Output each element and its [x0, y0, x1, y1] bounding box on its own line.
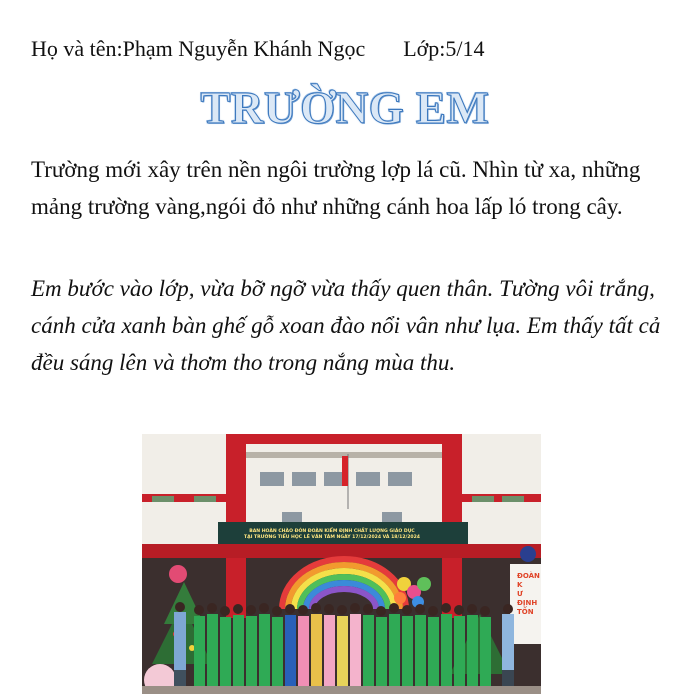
- photo-sign-line: TỐN: [517, 608, 534, 616]
- student-name: Họ và tên:Phạm Nguyễn Khánh Ngọc: [31, 36, 366, 61]
- paragraph-second: Em bước vào lớp, vừa bỡ ngỡ vừa thấy quen thân. Tường vôi trắng, cánh cửa xanh bàn ghế gỗ xoan đào nổi vân như lụa. Em thấy tất cả đều sáng lên và thơm tho trong nắng mùa thu.: [31, 276, 661, 375]
- photo-banner-line: TẠI TRƯỜNG TIỂU HỌC LÊ VĂN TÁM NGÀY 17/12/2024 VÀ 18/12/2024: [244, 535, 420, 540]
- essay-title: TRƯỜNG EM: [200, 83, 490, 133]
- photo-sign-line: Ư ĐỊNH: [517, 590, 538, 607]
- student-info-line: [31, 36, 485, 62]
- photo-banner: [232, 529, 432, 541]
- student-class: Lớp:5/14: [403, 36, 485, 61]
- photo-sign: [517, 572, 541, 617]
- photo-banner-line: BAN HOÀN CHÀO ĐÓN ĐOÀN KIỂM ĐỊNH CHẤT LƯỢNG GIÁO DỤC: [249, 529, 415, 534]
- paragraph-first: Trường mới xây trên nền ngôi trường lợp lá cũ. Nhìn từ xa, những mảng trường vàng,ngói đỏ như những cánh hoa lấp ló trong cây.: [31, 157, 641, 219]
- school-photo: [142, 434, 541, 694]
- photo-sign-line: ĐOÀN K: [517, 572, 540, 589]
- school-photo-illustration: [142, 434, 541, 694]
